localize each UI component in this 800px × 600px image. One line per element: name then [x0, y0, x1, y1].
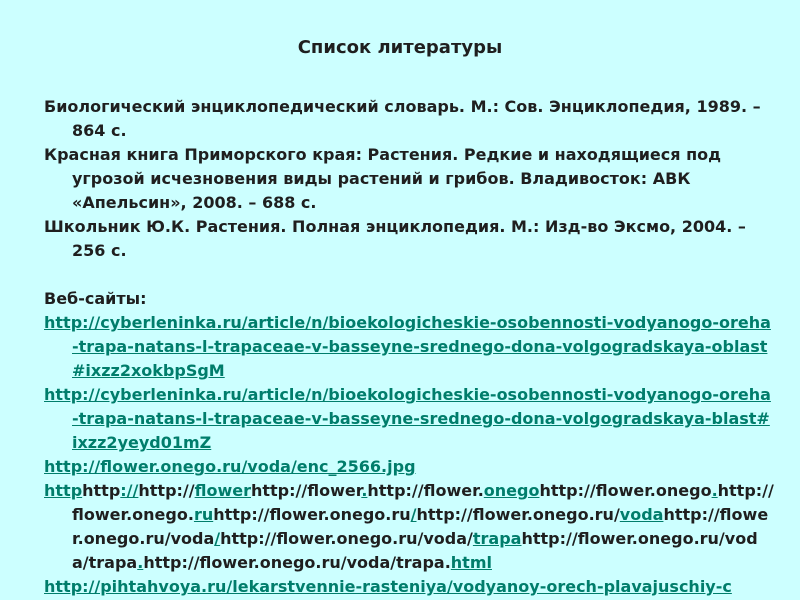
website-link[interactable]: http://flower.onego.ru/voda/enc_2566.jpg	[44, 457, 416, 476]
link-fragment-plain: http://flower.onego.ru/voda/trapa.	[143, 553, 451, 572]
link-fragment-plain: http	[82, 481, 121, 500]
link-fragment-underlined[interactable]: html	[450, 553, 492, 572]
link-fragment-underlined[interactable]: .	[361, 481, 368, 500]
link-fragment-underlined[interactable]: ://	[120, 481, 139, 500]
websites-heading: Веб-сайты:	[44, 289, 147, 308]
link-fragment-plain: http://flower.onego.ru	[213, 505, 411, 524]
link-fragment-plain: http://flower.onego.ru/voda/	[220, 529, 473, 548]
link-fragment-plain: http://	[138, 481, 195, 500]
reference-entry: Биологический энциклопедический словарь. М.: Сов. Энциклопедия, 1989. – 864 с.	[44, 97, 761, 140]
link-fragment-underlined[interactable]: .	[137, 553, 144, 572]
reference-entry: Красная книга Приморского края: Растения. Редкие и находящиеся под угрозой исчезновения виды растений и грибов. Владивосток: АВК «Апельсин», 2008. – 688 с.	[44, 145, 722, 212]
link-fragment-underlined[interactable]: http	[44, 481, 83, 500]
link-fragment-plain: http://flower.onego.ru/voda/trapa	[72, 529, 758, 572]
link-fragment-plain: http://flower.onego	[539, 481, 712, 500]
link-fragment-underlined[interactable]: /	[410, 505, 417, 524]
mixed-flower-link[interactable]	[44, 479, 774, 575]
link-fragment-plain: http://flower.	[367, 481, 484, 500]
link-fragment-underlined[interactable]: trapa	[472, 529, 522, 548]
link-fragment-underlined[interactable]: /	[214, 529, 221, 548]
link-fragment-underlined[interactable]: voda	[619, 505, 664, 524]
website-link[interactable]: http://pihtahvoya.ru/lekarstvennie-rasteniya/vodyanoy-orech-plavajuschiy-c	[44, 577, 732, 596]
website-link[interactable]: http://cyberleninka.ru/article/n/bioekologicheskie-osobennosti-vodyanogo-oreha-trapa-natans-l-trapaceae-v-basseyne-srednego-dona-volgogradskaya-oblast#ixzz2xokbpSgM	[44, 313, 771, 380]
link-fragment-underlined[interactable]: ru	[193, 505, 214, 524]
link-fragment-underlined[interactable]: flower	[194, 481, 251, 500]
document-body	[44, 95, 774, 599]
link-fragment-plain: http://flower	[250, 481, 362, 500]
reference-entry: Школьник Ю.К. Растения. Полная энциклопедия. М.: Изд-во Эксмо, 2004. – 256 с.	[44, 217, 746, 260]
link-fragment-plain: http://flower.onego.ru/	[416, 505, 620, 524]
page-title: Список литературы	[297, 37, 503, 58]
link-fragment-plain: http://flower.onego.	[72, 481, 774, 524]
link-fragment-underlined[interactable]: .	[711, 481, 718, 500]
link-fragment-plain: http://flower.onego.ru/voda	[72, 505, 769, 548]
website-link[interactable]: http://cyberleninka.ru/article/n/bioekologicheskie-osobennosti-vodyanogo-oreha-trapa-natans-l-trapaceae-v-basseyne-srednego-dona-volgogradskaya-blast#ixzz2yeyd01mZ	[44, 385, 771, 452]
link-fragment-underlined[interactable]: onego	[483, 481, 540, 500]
